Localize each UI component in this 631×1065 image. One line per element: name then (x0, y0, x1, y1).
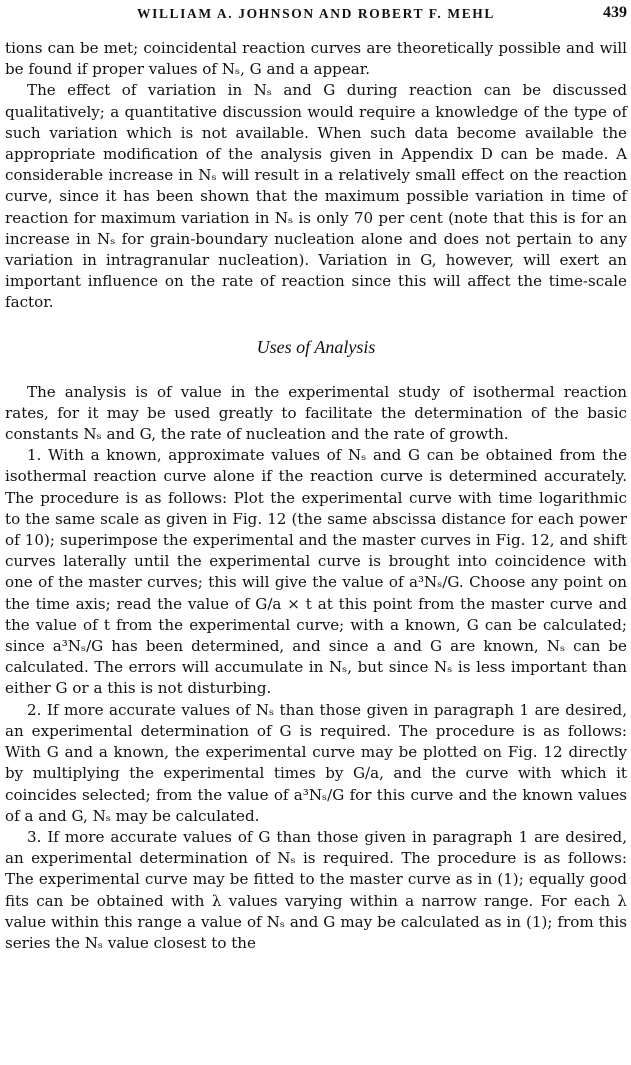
page-header (5, 2, 627, 38)
running-head: WILLIAM A. JOHNSON AND ROBERT F. MEHL (136, 6, 496, 21)
paragraph-uses-intro: The analysis is of value in the experimental study of isothermal reaction rates, for it may be used greatly to facilitate the determination of the basic constants Nₛ and G, the rate of nucleation and the rate of growth. (5, 382, 627, 444)
page-number: 439 (603, 4, 627, 21)
paragraph-item-2: 2. If more accurate values of Nₛ than those given in paragraph 1 are desired, an experimental determination of G is required. The procedure is as follows: With G and a known, the experimental curve may be plotted on Fig. 12 directly by multiplying the experimental times by G/a, and the curve with which it coincides selected; from the value of a³Nₛ/G for this curve and the known values of a and G, Nₛ may be calculated. (5, 700, 627, 825)
paragraph-variation: The effect of variation in Nₛ and G during reaction can be discussed qualitatively; a quantitative discussion would require a knowledge of the type of such variation which is not available. When such data become available the appropriate modification of the analysis given in Appendix D can be made. A considerable increase in Nₛ will result in a relatively small effect on the reaction curve, since it has been shown that the maximum possible variation in time of reaction for maximum variation in Nₛ is only 70 per cent (note that this is for an increase in Nₛ for grain-boundary nucleation alone and does not pertain to any variation in intragranular nucleation). Variation in G, however, will exert an important influence on the rate of reaction since this will affect the time-scale factor. (5, 81, 627, 312)
paragraph-continuation: tions can be met; coincidental reaction curves are theoretically possible and will be found if proper values of Nₛ, G and a appear. (5, 39, 627, 79)
page (5, 2, 627, 954)
paragraph-item-1: 1. With a known, approximate values of Nₛ and G can be obtained from the isothermal reaction curve alone if the reaction curve is determined accurately. The procedure is as follows: Plot the experimental curve with time logarithmic to the same scale as given in Fig. 12 (the same abscissa distance for each power of 10); superimpose the experimental and the master curves in Fig. 12, and shift curves laterally until the experimental curve is brought into coincidence with one of the master curves; this will give the value of a³Nₛ/G. Choose any point on the time axis; read the value of G/a × t at this point from the master curve and the value of t from the experimental curve; with a known, G can be calculated; since a³Nₛ/G has been determined, and since a and G are known, Nₛ can be calculated. The errors will accumulate in Nₛ, but since Nₛ is less important than either G or a this is not disturbing. (5, 446, 627, 698)
paragraph-item-3: 3. If more accurate values of G than those given in paragraph 1 are desired, an experimental determination of Nₛ is required. The procedure is as follows: The experimental curve may be fitted to the master curve as in (1); equally good fits can be obtained with λ values varying within a narrow range. For each λ value within this range a value of Nₛ and G may be calculated as in (1); from this series the Nₛ value closest to the (5, 827, 627, 952)
section-heading: Uses of Analysis (256, 336, 376, 357)
